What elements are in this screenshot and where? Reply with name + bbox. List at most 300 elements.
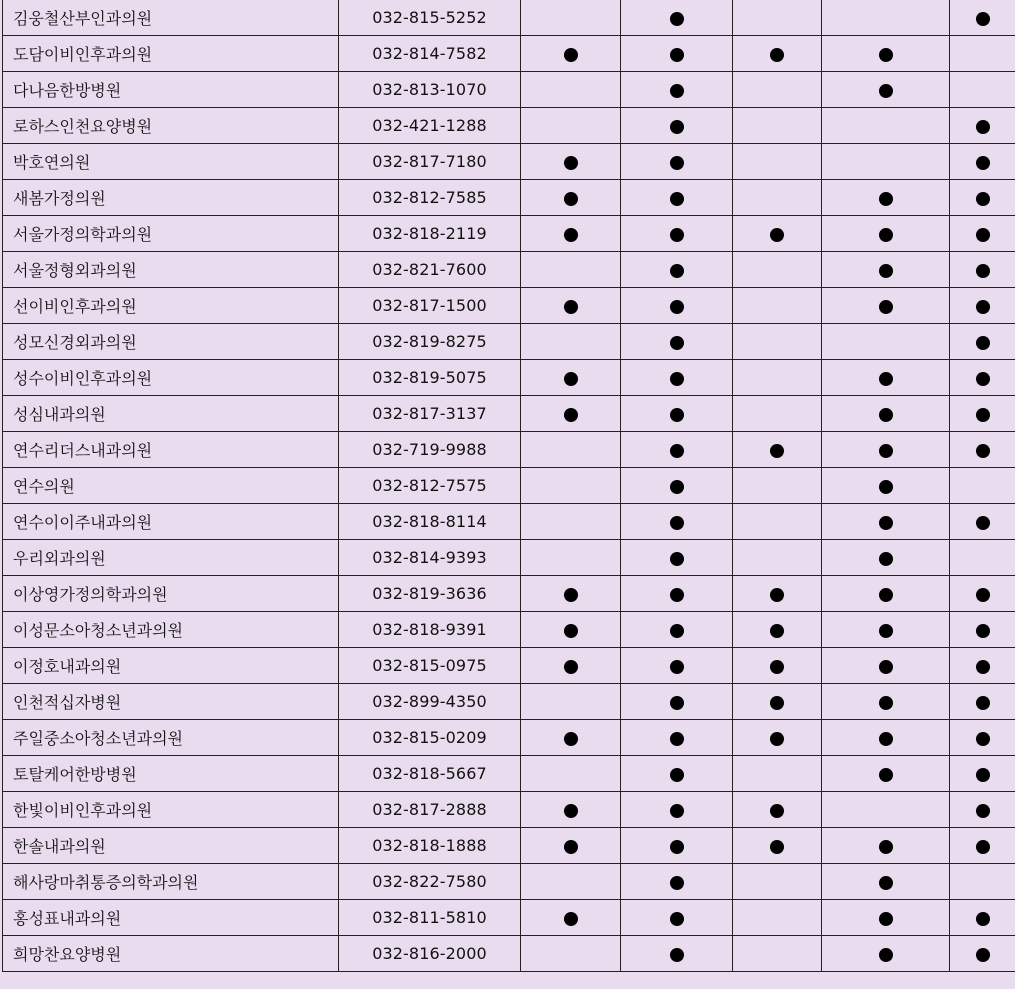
service-mark-cell: [733, 720, 822, 756]
service-mark-cell: [822, 792, 950, 828]
clinic-table-body: [3, 0, 1015, 972]
filled-circle-icon: [770, 588, 784, 602]
filled-circle-icon: [670, 696, 684, 710]
clinic-name-cell: 토탈케어한방병원: [3, 756, 339, 792]
table-row: [3, 720, 1015, 756]
table-row: [3, 252, 1015, 288]
filled-circle-icon: [770, 624, 784, 638]
service-mark-cell: [822, 576, 950, 612]
filled-circle-icon: [564, 372, 578, 386]
filled-circle-icon: [976, 156, 990, 170]
table-row: [3, 540, 1015, 576]
clinic-name-cell: 성심내과의원: [3, 396, 339, 432]
clinic-phone-cell: 032-819-3636: [339, 576, 521, 612]
service-mark-cell: [621, 432, 733, 468]
clinic-name-cell: 이정호내과의원: [3, 648, 339, 684]
clinic-phone-cell: 032-817-7180: [339, 144, 521, 180]
clinic-phone-cell: 032-818-2119: [339, 216, 521, 252]
filled-circle-icon: [670, 840, 684, 854]
clinic-name-cell: 주일중소아청소년과의원: [3, 720, 339, 756]
filled-circle-icon: [564, 300, 578, 314]
service-mark-cell: [521, 936, 621, 972]
service-mark-cell: [621, 828, 733, 864]
table-row: [3, 900, 1015, 936]
filled-circle-icon: [976, 372, 990, 386]
clinic-phone-cell: 032-811-5810: [339, 900, 521, 936]
service-mark-cell: [950, 288, 1015, 324]
service-mark-cell: [621, 252, 733, 288]
service-mark-cell: [822, 396, 950, 432]
service-mark-cell: [621, 720, 733, 756]
service-mark-cell: [733, 108, 822, 144]
clinic-phone-cell: 032-816-2000: [339, 936, 521, 972]
filled-circle-icon: [670, 912, 684, 926]
service-mark-cell: [521, 648, 621, 684]
filled-circle-icon: [879, 912, 893, 926]
service-mark-cell: [521, 0, 621, 36]
service-mark-cell: [621, 324, 733, 360]
filled-circle-icon: [879, 84, 893, 98]
service-mark-cell: [822, 72, 950, 108]
filled-circle-icon: [976, 120, 990, 134]
filled-circle-icon: [770, 804, 784, 818]
filled-circle-icon: [879, 300, 893, 314]
clinic-phone-cell: 032-815-0975: [339, 648, 521, 684]
service-mark-cell: [621, 0, 733, 36]
service-mark-cell: [733, 792, 822, 828]
clinic-phone-cell: 032-818-5667: [339, 756, 521, 792]
filled-circle-icon: [976, 408, 990, 422]
service-mark-cell: [733, 360, 822, 396]
filled-circle-icon: [670, 876, 684, 890]
service-mark-cell: [950, 468, 1015, 504]
clinic-phone-cell: 032-819-5075: [339, 360, 521, 396]
service-mark-cell: [822, 900, 950, 936]
service-mark-cell: [950, 900, 1015, 936]
clinic-phone-cell: 032-818-8114: [339, 504, 521, 540]
clinic-phone-cell: 032-817-2888: [339, 792, 521, 828]
clinic-phone-cell: 032-814-9393: [339, 540, 521, 576]
service-mark-cell: [733, 576, 822, 612]
service-mark-cell: [733, 648, 822, 684]
table-row: [3, 864, 1015, 900]
clinic-phone-cell: 032-813-1070: [339, 72, 521, 108]
service-mark-cell: [733, 288, 822, 324]
service-mark-cell: [621, 360, 733, 396]
filled-circle-icon: [879, 588, 893, 602]
clinic-name-cell: 박호연의원: [3, 144, 339, 180]
service-mark-cell: [950, 72, 1015, 108]
clinic-phone-cell: 032-815-5252: [339, 0, 521, 36]
service-mark-cell: [822, 468, 950, 504]
clinic-phone-cell: 032-821-7600: [339, 252, 521, 288]
filled-circle-icon: [670, 588, 684, 602]
service-mark-cell: [733, 180, 822, 216]
service-mark-cell: [733, 828, 822, 864]
table-row: [3, 684, 1015, 720]
service-mark-cell: [621, 36, 733, 72]
service-mark-cell: [733, 432, 822, 468]
filled-circle-icon: [976, 912, 990, 926]
clinic-phone-cell: 032-812-7585: [339, 180, 521, 216]
filled-circle-icon: [670, 516, 684, 530]
service-mark-cell: [822, 252, 950, 288]
clinic-name-cell: 김웅철산부인과의원: [3, 0, 339, 36]
service-mark-cell: [521, 720, 621, 756]
clinic-name-cell: 연수리더스내과의원: [3, 432, 339, 468]
filled-circle-icon: [564, 48, 578, 62]
filled-circle-icon: [564, 192, 578, 206]
table-row: [3, 396, 1015, 432]
clinic-name-cell: 성수이비인후과의원: [3, 360, 339, 396]
service-mark-cell: [621, 648, 733, 684]
filled-circle-icon: [670, 660, 684, 674]
table-row: [3, 324, 1015, 360]
clinic-name-cell: 새봄가정의원: [3, 180, 339, 216]
filled-circle-icon: [670, 264, 684, 278]
service-mark-cell: [950, 144, 1015, 180]
clinic-name-cell: 홍성표내과의원: [3, 900, 339, 936]
service-mark-cell: [822, 828, 950, 864]
clinic-name-cell: 한빛이비인후과의원: [3, 792, 339, 828]
service-mark-cell: [733, 72, 822, 108]
filled-circle-icon: [670, 12, 684, 26]
service-mark-cell: [621, 756, 733, 792]
service-mark-cell: [733, 36, 822, 72]
filled-circle-icon: [976, 948, 990, 962]
filled-circle-icon: [670, 192, 684, 206]
service-mark-cell: [521, 612, 621, 648]
table-row: [3, 432, 1015, 468]
filled-circle-icon: [670, 624, 684, 638]
service-mark-cell: [950, 648, 1015, 684]
service-mark-cell: [521, 216, 621, 252]
service-mark-cell: [950, 864, 1015, 900]
service-mark-cell: [822, 684, 950, 720]
service-mark-cell: [621, 216, 733, 252]
clinic-phone-cell: 032-899-4350: [339, 684, 521, 720]
table-row: [3, 288, 1015, 324]
clinic-phone-cell: 032-814-7582: [339, 36, 521, 72]
clinic-phone-cell: 032-719-9988: [339, 432, 521, 468]
service-mark-cell: [950, 108, 1015, 144]
clinic-name-cell: 도담이비인후과의원: [3, 36, 339, 72]
clinic-phone-cell: 032-421-1288: [339, 108, 521, 144]
service-mark-cell: [950, 360, 1015, 396]
clinic-name-cell: 다나음한방병원: [3, 72, 339, 108]
service-mark-cell: [822, 108, 950, 144]
service-mark-cell: [733, 540, 822, 576]
service-mark-cell: [950, 612, 1015, 648]
service-mark-cell: [521, 36, 621, 72]
clinic-table: [2, 0, 1015, 972]
filled-circle-icon: [670, 552, 684, 566]
service-mark-cell: [822, 504, 950, 540]
table-row: [3, 612, 1015, 648]
service-mark-cell: [822, 756, 950, 792]
filled-circle-icon: [976, 300, 990, 314]
service-mark-cell: [521, 504, 621, 540]
table-row: [3, 792, 1015, 828]
filled-circle-icon: [670, 408, 684, 422]
filled-circle-icon: [976, 588, 990, 602]
service-mark-cell: [822, 360, 950, 396]
filled-circle-icon: [670, 372, 684, 386]
filled-circle-icon: [976, 264, 990, 278]
service-mark-cell: [521, 792, 621, 828]
service-mark-cell: [521, 396, 621, 432]
filled-circle-icon: [670, 948, 684, 962]
filled-circle-icon: [770, 696, 784, 710]
service-mark-cell: [822, 144, 950, 180]
filled-circle-icon: [564, 588, 578, 602]
filled-circle-icon: [879, 228, 893, 242]
service-mark-cell: [950, 0, 1015, 36]
filled-circle-icon: [670, 480, 684, 494]
filled-circle-icon: [670, 804, 684, 818]
table-row: [3, 756, 1015, 792]
service-mark-cell: [822, 540, 950, 576]
filled-circle-icon: [976, 768, 990, 782]
table-row: [3, 72, 1015, 108]
service-mark-cell: [733, 684, 822, 720]
clinic-name-cell: 우리외과의원: [3, 540, 339, 576]
service-mark-cell: [733, 216, 822, 252]
clinic-name-cell: 서울가정의학과의원: [3, 216, 339, 252]
filled-circle-icon: [670, 48, 684, 62]
service-mark-cell: [621, 864, 733, 900]
service-mark-cell: [950, 396, 1015, 432]
service-mark-cell: [950, 324, 1015, 360]
service-mark-cell: [521, 252, 621, 288]
service-mark-cell: [733, 612, 822, 648]
filled-circle-icon: [564, 624, 578, 638]
clinic-phone-cell: 032-822-7580: [339, 864, 521, 900]
clinic-name-cell: 연수이이주내과의원: [3, 504, 339, 540]
service-mark-cell: [733, 144, 822, 180]
filled-circle-icon: [879, 516, 893, 530]
filled-circle-icon: [564, 156, 578, 170]
filled-circle-icon: [564, 840, 578, 854]
filled-circle-icon: [976, 444, 990, 458]
service-mark-cell: [822, 432, 950, 468]
service-mark-cell: [621, 576, 733, 612]
service-mark-cell: [621, 180, 733, 216]
filled-circle-icon: [976, 732, 990, 746]
service-mark-cell: [733, 468, 822, 504]
filled-circle-icon: [879, 840, 893, 854]
filled-circle-icon: [879, 696, 893, 710]
table-row: [3, 144, 1015, 180]
filled-circle-icon: [670, 228, 684, 242]
filled-circle-icon: [976, 660, 990, 674]
filled-circle-icon: [879, 408, 893, 422]
service-mark-cell: [733, 324, 822, 360]
filled-circle-icon: [770, 228, 784, 242]
clinic-phone-cell: 032-818-1888: [339, 828, 521, 864]
service-mark-cell: [733, 396, 822, 432]
filled-circle-icon: [976, 516, 990, 530]
service-mark-cell: [621, 540, 733, 576]
service-mark-cell: [950, 252, 1015, 288]
filled-circle-icon: [879, 660, 893, 674]
service-mark-cell: [822, 612, 950, 648]
service-mark-cell: [621, 468, 733, 504]
table-row: [3, 36, 1015, 72]
clinic-phone-cell: 032-815-0209: [339, 720, 521, 756]
table-row: [3, 180, 1015, 216]
service-mark-cell: [521, 180, 621, 216]
clinic-name-cell: 희망찬요양병원: [3, 936, 339, 972]
service-mark-cell: [521, 360, 621, 396]
service-mark-cell: [950, 936, 1015, 972]
filled-circle-icon: [670, 300, 684, 314]
filled-circle-icon: [976, 336, 990, 350]
filled-circle-icon: [564, 912, 578, 926]
service-mark-cell: [621, 144, 733, 180]
filled-circle-icon: [879, 444, 893, 458]
filled-circle-icon: [564, 804, 578, 818]
service-mark-cell: [621, 936, 733, 972]
clinic-name-cell: 해사랑마취통증의학과의원: [3, 864, 339, 900]
clinic-phone-cell: 032-812-7575: [339, 468, 521, 504]
clinic-name-cell: 서울정형외과의원: [3, 252, 339, 288]
service-mark-cell: [621, 396, 733, 432]
service-mark-cell: [521, 324, 621, 360]
service-mark-cell: [521, 468, 621, 504]
filled-circle-icon: [879, 768, 893, 782]
service-mark-cell: [733, 0, 822, 36]
filled-circle-icon: [770, 732, 784, 746]
service-mark-cell: [621, 792, 733, 828]
table-row: [3, 0, 1015, 36]
clinic-name-cell: 한솔내과의원: [3, 828, 339, 864]
filled-circle-icon: [879, 192, 893, 206]
filled-circle-icon: [879, 624, 893, 638]
clinic-phone-cell: 032-817-3137: [339, 396, 521, 432]
filled-circle-icon: [879, 48, 893, 62]
clinic-name-cell: 이상영가정의학과의원: [3, 576, 339, 612]
clinic-phone-cell: 032-819-8275: [339, 324, 521, 360]
filled-circle-icon: [879, 732, 893, 746]
clinic-name-cell: 연수의원: [3, 468, 339, 504]
filled-circle-icon: [976, 840, 990, 854]
filled-circle-icon: [976, 192, 990, 206]
service-mark-cell: [521, 432, 621, 468]
service-mark-cell: [822, 324, 950, 360]
table-row: [3, 216, 1015, 252]
service-mark-cell: [521, 576, 621, 612]
service-mark-cell: [733, 936, 822, 972]
clinic-name-cell: 인천적십자병원: [3, 684, 339, 720]
service-mark-cell: [621, 684, 733, 720]
filled-circle-icon: [670, 336, 684, 350]
service-mark-cell: [733, 756, 822, 792]
service-mark-cell: [733, 864, 822, 900]
service-mark-cell: [521, 540, 621, 576]
service-mark-cell: [621, 612, 733, 648]
clinic-name-cell: 선이비인후과의원: [3, 288, 339, 324]
service-mark-cell: [950, 756, 1015, 792]
filled-circle-icon: [670, 444, 684, 458]
table-row: [3, 576, 1015, 612]
service-mark-cell: [521, 864, 621, 900]
service-mark-cell: [950, 216, 1015, 252]
filled-circle-icon: [976, 624, 990, 638]
filled-circle-icon: [770, 48, 784, 62]
filled-circle-icon: [670, 120, 684, 134]
table-row: [3, 108, 1015, 144]
filled-circle-icon: [879, 876, 893, 890]
service-mark-cell: [621, 108, 733, 144]
service-mark-cell: [521, 684, 621, 720]
filled-circle-icon: [879, 372, 893, 386]
filled-circle-icon: [564, 732, 578, 746]
table-row: [3, 936, 1015, 972]
filled-circle-icon: [976, 804, 990, 818]
filled-circle-icon: [670, 732, 684, 746]
clinic-phone-cell: 032-817-1500: [339, 288, 521, 324]
service-mark-cell: [621, 288, 733, 324]
table-row: [3, 648, 1015, 684]
service-mark-cell: [822, 180, 950, 216]
service-mark-cell: [950, 792, 1015, 828]
filled-circle-icon: [976, 228, 990, 242]
filled-circle-icon: [670, 156, 684, 170]
service-mark-cell: [521, 108, 621, 144]
filled-circle-icon: [976, 696, 990, 710]
service-mark-cell: [621, 900, 733, 936]
service-mark-cell: [822, 864, 950, 900]
clinic-name-cell: 이성문소아청소년과의원: [3, 612, 339, 648]
service-mark-cell: [521, 900, 621, 936]
service-mark-cell: [733, 900, 822, 936]
filled-circle-icon: [670, 768, 684, 782]
service-mark-cell: [521, 756, 621, 792]
filled-circle-icon: [564, 660, 578, 674]
service-mark-cell: [521, 144, 621, 180]
table-row: [3, 504, 1015, 540]
service-mark-cell: [950, 576, 1015, 612]
service-mark-cell: [822, 36, 950, 72]
service-mark-cell: [521, 288, 621, 324]
service-mark-cell: [950, 684, 1015, 720]
filled-circle-icon: [770, 444, 784, 458]
service-mark-cell: [621, 504, 733, 540]
service-mark-cell: [822, 216, 950, 252]
service-mark-cell: [521, 828, 621, 864]
service-mark-cell: [822, 936, 950, 972]
filled-circle-icon: [564, 408, 578, 422]
table-row: [3, 468, 1015, 504]
service-mark-cell: [950, 180, 1015, 216]
clinic-name-cell: 로하스인천요양병원: [3, 108, 339, 144]
service-mark-cell: [822, 648, 950, 684]
service-mark-cell: [950, 828, 1015, 864]
service-mark-cell: [822, 288, 950, 324]
table-row: [3, 828, 1015, 864]
service-mark-cell: [621, 72, 733, 108]
filled-circle-icon: [770, 660, 784, 674]
clinic-name-cell: 성모신경외과의원: [3, 324, 339, 360]
filled-circle-icon: [770, 840, 784, 854]
service-mark-cell: [950, 540, 1015, 576]
service-mark-cell: [950, 432, 1015, 468]
service-mark-cell: [733, 504, 822, 540]
service-mark-cell: [950, 36, 1015, 72]
service-mark-cell: [950, 720, 1015, 756]
filled-circle-icon: [879, 480, 893, 494]
